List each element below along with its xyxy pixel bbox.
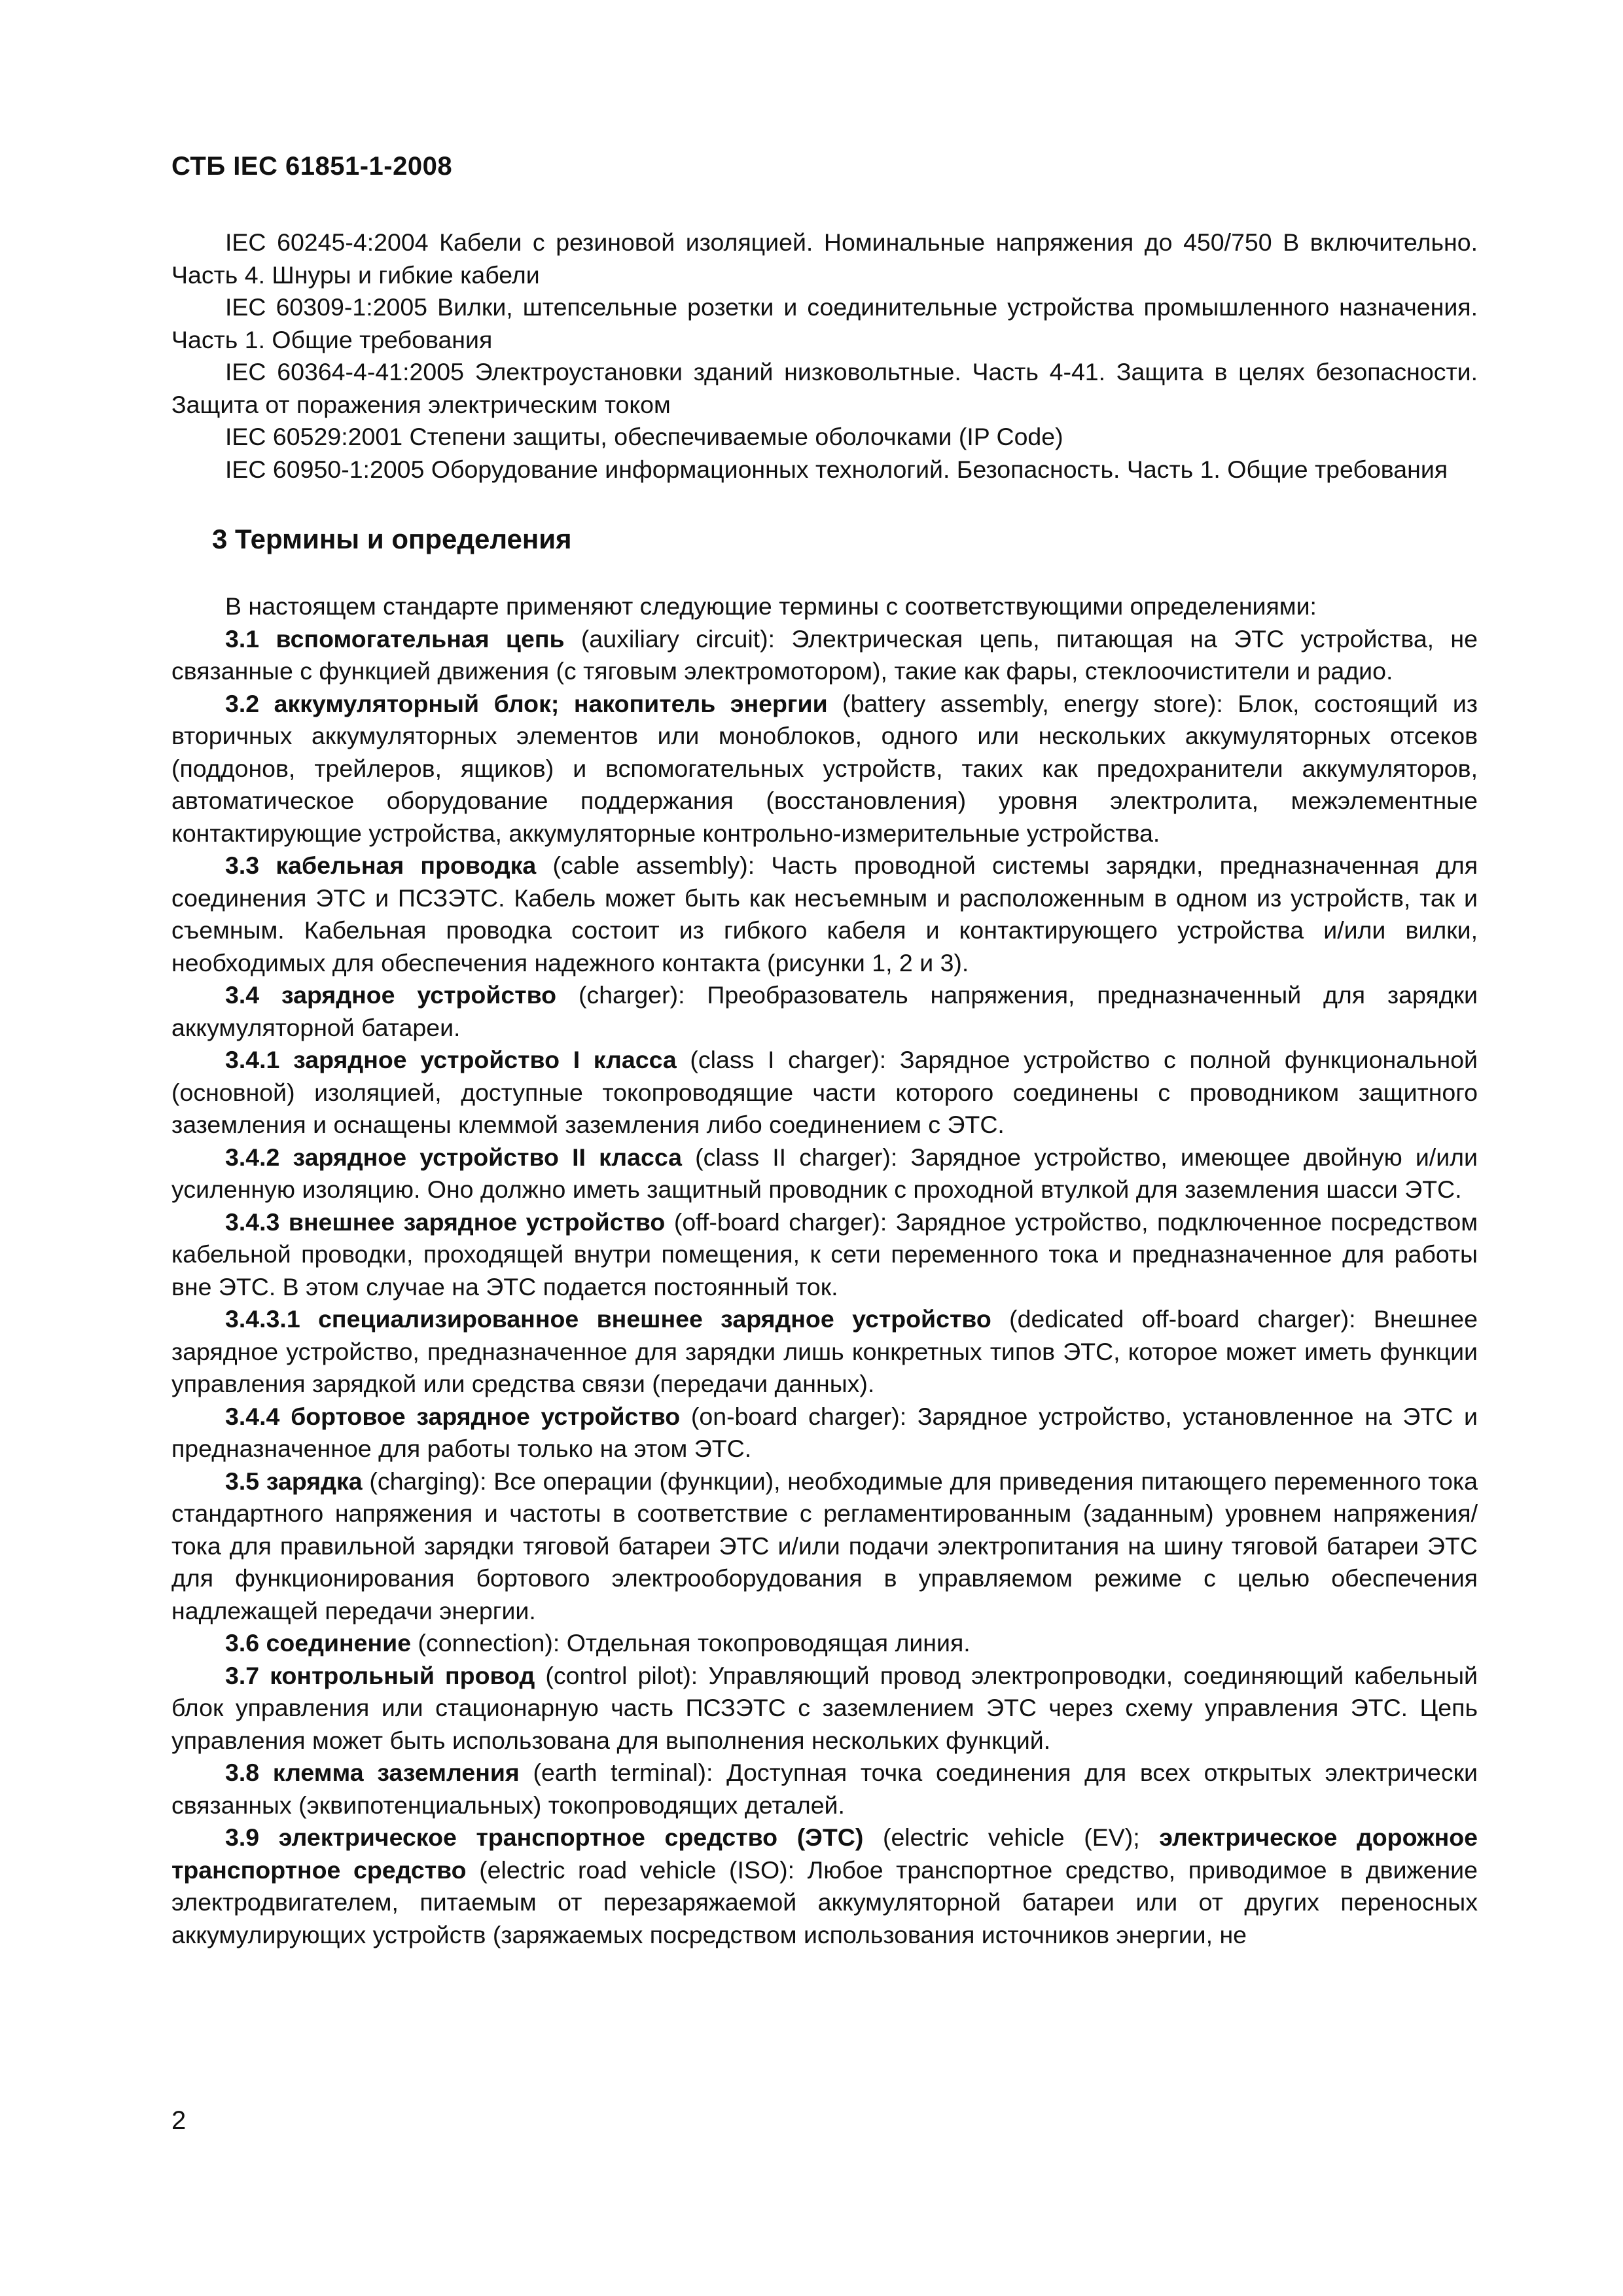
term-3-6 — [171, 1627, 1478, 1660]
section-title: 3 Термины и определения — [212, 524, 572, 554]
term-label: 3.9 электрическое транспортное средство (ЭТС) — [225, 1823, 864, 1851]
term-label: 3.8 клемма заземления — [225, 1759, 520, 1786]
term-definition: (class II charger): Зарядное устройство, имеющее двойную и/или усиленную изоляцию. Оно должно иметь защитный проводник с проходной втулкой для заземления шасси ЭТС. — [171, 1143, 1478, 1203]
term-3-4 — [171, 979, 1478, 1044]
section-intro: В настоящем стандарте применяют следующие термины с соответствующими определениями: — [225, 592, 1317, 620]
term-label: 3.2 аккумуляторный блок; накопитель энергии — [225, 689, 828, 717]
term-3-4-3 — [171, 1206, 1478, 1304]
term-label: 3.1 вспомогательная цепь — [225, 624, 565, 653]
term-label: 3.7 контрольный провод — [225, 1661, 535, 1689]
term-3-8 — [171, 1757, 1478, 1821]
ref-iec-60364-4-41: IEC 60364-4-41:2005 Электроустановки зданий низковольтные. Часть 4-41. Защита в целях безопасности. Защита от поражения электрическим током — [171, 358, 1478, 418]
term-label: 3.4.4 бортовое зарядное устройство — [225, 1402, 681, 1430]
term-definition: (on-board charger): Зарядное устройство, установленное на ЭТС и предназначенное для работы только на этом ЭТС. — [171, 1402, 1478, 1462]
term-3-4-1 — [171, 1044, 1478, 1141]
term-label: 3.6 соединение — [225, 1629, 412, 1657]
ref-iec-60950-1: IEC 60950-1:2005 Оборудование информационных технологий. Безопасность. Часть 1. Общие требования — [225, 455, 1448, 483]
term-label-alt: электрическое дорожное транспортное средство — [171, 1823, 1478, 1884]
term-3-7 — [171, 1660, 1478, 1757]
document-body — [171, 226, 1478, 1951]
term-label: 3.4 зарядное устройство — [225, 981, 557, 1009]
term-3-3 — [171, 850, 1478, 979]
document-header: СТБ IEC 61851-1-2008 — [171, 152, 453, 181]
term-label: 3.4.2 зарядное устройство II класса — [225, 1143, 682, 1171]
term-definition: (charger): Преобразователь напряжения, предназначенный для зарядки аккумуляторной батареи. — [171, 981, 1478, 1041]
term-aside: (electric vehicle (EV); — [863, 1823, 1160, 1851]
ref-iec-60309-1: IEC 60309-1:2005 Вилки, штепсельные розетки и соединительные устройства промышленного назначения. Часть 1. Общие требования — [171, 293, 1478, 353]
term-definition: (class I charger): Зарядное устройство с полной функциональной (основной) изоляцией, доступные токопроводящие части которого соединены с проводником защитного заземления и оснащены клеммой заземления либо соединением с ЭТС. — [171, 1046, 1478, 1138]
term-definition: (off-board charger): Зарядное устройство, подключенное посредством кабельной проводки, проходящей внутри помещения, к сети переменного тока и предназначенное для работы вне ЭТС. В этом случае на ЭТС подается постоянный ток. — [171, 1208, 1478, 1300]
page-number: 2 — [171, 2106, 187, 2135]
term-definition: (auxiliary circuit): Электрическая цепь, питающая на ЭТС устройства, не связанные с функцией движения (с тяговым электромотором), такие как фары, стеклоочистители и радио. — [171, 624, 1478, 685]
term-label: 3.4.3 внешнее зарядное устройство — [225, 1208, 666, 1236]
term-label: 3.5 зарядка — [225, 1467, 363, 1495]
term-3-4-2 — [171, 1141, 1478, 1206]
term-label: 3.4.1 зарядное устройство I класса — [225, 1046, 677, 1073]
term-definition: (electric road vehicle (ISO): Любое транспортное средство, приводимое в движение электродвигателем, питаемым от перезаряжаемой аккумуляторной батареи или от других переносных аккумулирующих устройств (заряжаемых посредством использования источников энергии, не — [171, 1856, 1478, 1948]
term-3-1 — [171, 623, 1478, 688]
term-label: 3.3 кабельная проводка — [225, 852, 537, 879]
term-3-4-4 — [171, 1401, 1478, 1465]
term-3-4-3-1 — [171, 1303, 1478, 1401]
term-definition: (cable assembly): Часть проводной системы зарядки, предназначенная для соединения ЭТС и ПСЗЭТС. Кабель может быть как несъемным и расположенным в одном из устройств, так и съемным. Кабельная проводка состоит из гибкого кабеля и контактирующего устройства и/или вилки, необходимых для обеспечения надежного контакта (рисунки 1, 2 и 3). — [171, 852, 1478, 977]
ref-iec-60245-4: IEC 60245-4:2004 Кабели с резиновой изоляцией. Номинальные напряжения до 450/750 В включительно. Часть 4. Шнуры и гибкие кабели — [171, 228, 1478, 289]
term-definition: (earth terminal): Доступная точка соединения для всех открытых электрически связанных (эквипотенциальных) токопроводящих деталей. — [171, 1759, 1478, 1819]
term-definition: (connection): Отдельная токопроводящая линия. — [411, 1629, 971, 1657]
term-definition: (control pilot): Управляющий провод электропроводки, соединяющий кабельный блок управления или стационарную часть ПСЗЭТС с заземлением ЭТС через схему управления ЭТС. Цепь управления может быть использована для выполнения нескольких функций. — [171, 1661, 1478, 1754]
term-3-2 — [171, 688, 1478, 850]
ref-iec-60529: IEC 60529:2001 Степени защиты, обеспечиваемые оболочками (IP Code) — [225, 423, 1063, 450]
term-3-9 — [171, 1821, 1478, 1951]
term-definition: (charging): Все операции (функции), необходимые для приведения питающего переменного тока стандартного напряжения и частоты в соответствие с регламентированным (заданным) уровнем напряжения/тока для правильной зарядки тяговой батареи ЭТС и/или подачи электропитания на шину тяговой батареи ЭТС для функционирования бортового электрооборудования в управляемом режиме с целью обеспечения надлежащей передачи энергии. — [171, 1467, 1478, 1624]
term-definition: (dedicated off-board charger): Внешнее зарядное устройство, предназначенное для зарядки лишь конкретных типов ЭТС, которое может иметь функции управления зарядкой или средства связи (передачи данных). — [171, 1305, 1478, 1397]
term-label: 3.4.3.1 специализированное внешнее зарядное устройство — [225, 1305, 991, 1333]
term-3-5 — [171, 1465, 1478, 1628]
term-definition: (battery assembly, energy store): Блок, состоящий из вторичных аккумуляторных элементов или моноблоков, одного или нескольких аккумуляторных отсеков (поддонов, трейлеров, ящиков) и вспомогательных устройств, таких как предохранители аккумуляторов, автоматическое оборудование поддержания (восстановления) уровня электролита, межэлементные контактирующие устройства, аккумуляторные контрольно-измерительные устройства. — [171, 689, 1478, 847]
